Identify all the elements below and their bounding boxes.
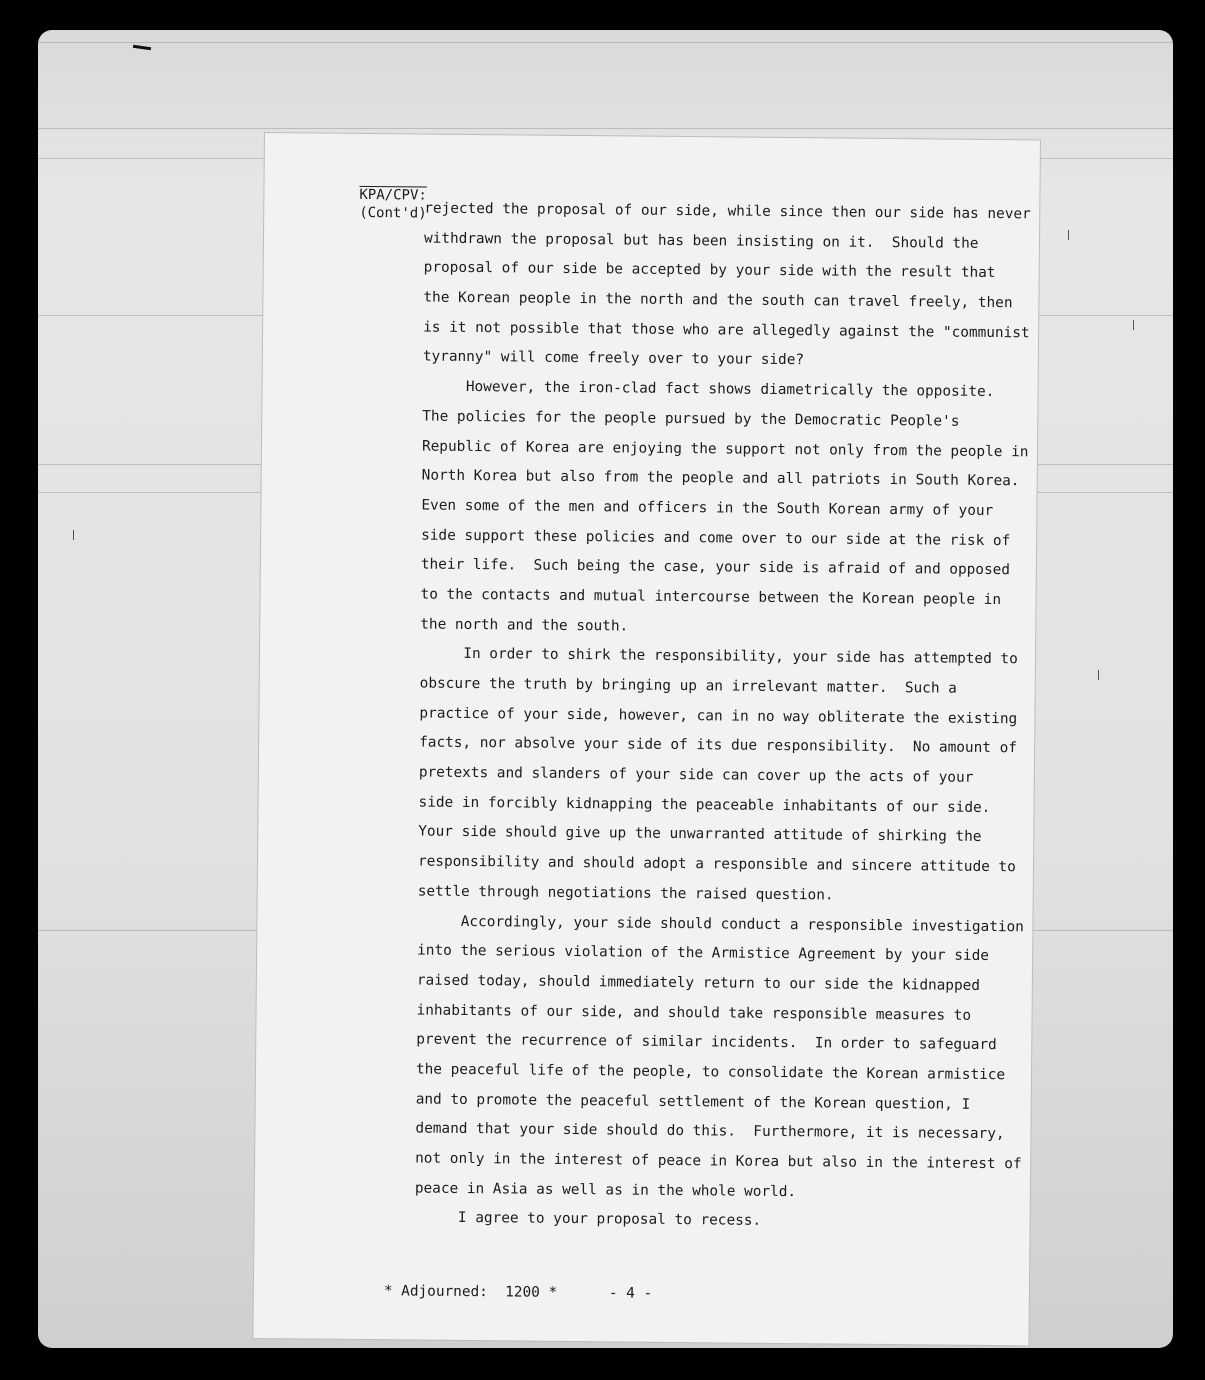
film-tick [73,530,74,540]
text-line: Your side should give up the unwarranted attitude of shirking the [418,823,982,846]
text-line: proposal of our side be accepted by your side with the result that [423,259,996,282]
text-line: and to promote the peaceful settlement of the Korean question, I [415,1091,971,1113]
text-line: is it not possible that those who are allegedly against the "communist [423,319,1030,342]
speaker-margin-label [359,186,427,223]
text-line: the Korean people in the north and the south can travel freely, then [423,289,1013,312]
film-tick [1098,670,1099,680]
text-line: peace in Asia as well as in the whole world. [414,1180,797,1200]
text-line: the north and the south. [420,616,629,635]
text-line: practice of your side, however, can in no way obliterate the existing [419,705,1018,727]
continued-note: (Cont'd) [359,204,427,222]
adjourned-note: * Adjourned: 1200 * [383,1283,558,1301]
text-line: prevent the recurrence of similar incidents. In order to safeguard [416,1031,997,1054]
film-tick [1133,320,1134,330]
text-line: side support these policies and come over to our side at the risk of [421,527,1011,549]
text-line: the peaceful life of the people, to consolidate the Korean armistice [415,1061,1006,1084]
speaker-code: KPA/CPV: [359,186,427,204]
text-line: raised today, should immediately return to our side the kidnapped [416,972,981,994]
document-body [414,195,1031,1239]
text-line: withdrawn the proposal but has been insisting on it. Should the [423,230,979,252]
page-number: - 4 - [608,1285,653,1302]
text-line: responsibility and should adopt a responsible and sincere attitude to [417,853,1016,876]
text-line: demand that your side should do this. Furthermore, it is necessary, [415,1120,1005,1143]
text-line: their life. Such being the case, your side is afraid of and opposed [420,556,1011,579]
film-tick [1068,230,1069,240]
text-line: Accordingly, your side should conduct a responsible investigation [417,913,1024,935]
text-line: side in forcibly kidnapping the peaceable inhabitants of our side. [418,794,991,816]
typed-page [253,133,1040,1345]
text-line: Republic of Korea are enjoying the support not only from the people in [421,438,1029,460]
text-line: However, the iron-clad fact shows diametrically the opposite. [422,378,995,401]
text-line: into the serious violation of the Armistice Agreement by your side [417,942,990,965]
text-line: settle through negotiations the raised question. [417,883,834,904]
text-line: North Korea but also from the people and all patriots in South Korea. [421,467,1020,490]
text-line: to the contacts and mutual intercourse between the Korean people in [420,586,1002,609]
text-line: In order to shirk the responsibility, your side has attempted to [419,645,1018,668]
text-line: rejected the proposal of our side, while since then our side has never [424,200,1031,223]
text-line: inhabitants of our side, and should take responsible measures to [416,1002,972,1024]
text-line: I agree to your proposal to recess. [414,1209,762,1230]
film-line [38,42,1173,43]
page-footer [384,1277,1004,1311]
film-line [38,128,1173,129]
text-line: tyranny" will come freely over to your side? [422,348,805,369]
text-line: The policies for the people pursued by the Democratic People's [422,408,960,430]
text-line: obscure the truth by bringing up an irrelevant matter. Such a [419,675,957,697]
text-line: facts, nor absolve your side of its due responsibility. No amount of [419,734,1018,757]
text-line: pretexts and slanders of your side can cover up the acts of your [418,764,974,786]
text-line: not only in the interest of peace in Korea but also in the interest of [415,1150,1022,1173]
film-corner-mark [133,45,151,50]
text-line: Even some of the men and officers in the South Korean army of your [421,497,994,519]
